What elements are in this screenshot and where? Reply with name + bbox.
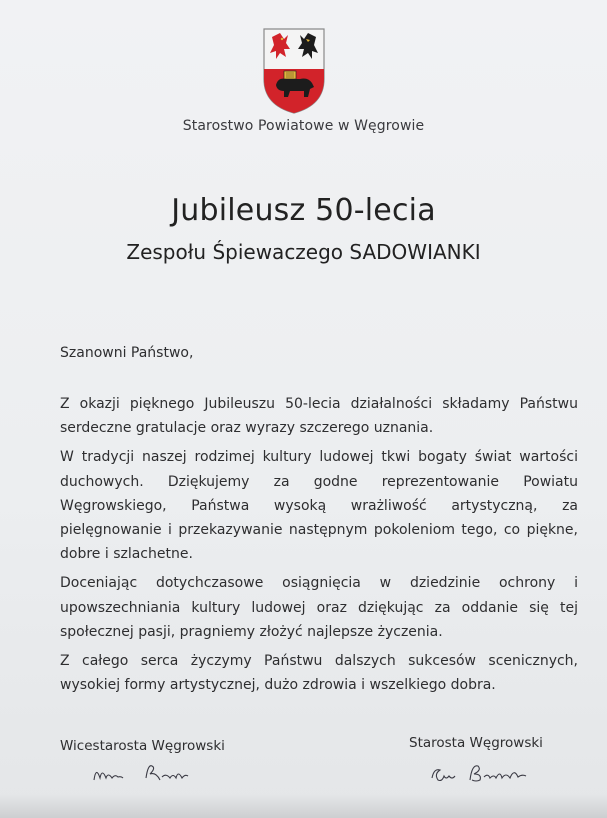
letter-body [60,392,578,702]
paragraph: Doceniając dotychczasowe osiągnięcia w dziedzinie ochrony i upowszechniania kultury ludowej oraz dziękując za oddanie się tej społecznej pasji, pragniemy złożyć najlepsze życzenia. [60,575,578,640]
institution-name: Starostwo Powiatowe w Węgrowie [182,118,425,134]
signature-left-icon [90,758,210,788]
signatory-right-title: Starosta Węgrowski [409,735,543,751]
salutation: Szanowni Państwo, [60,345,194,361]
paragraph: W tradycji naszej rodzimej kultury ludowej tkwi bogaty świat wartości duchowych. Dziękujemy za godne reprezentowanie Powiatu Węgrowskiego, Państwa wysoką wrażliwość artystyczną, za pielęgnowanie i przekazywanie następnym pokoleniom tego, co piękne, dobre i szlachetne. [60,449,578,563]
paragraph: Z okazji pięknego Jubileuszu 50-lecia działalności składamy Państwu serdeczne gratulacje oraz wyrazy szczerego uznania. [60,396,578,437]
signature-right-icon [428,758,538,788]
signatory-left-title: Wicestarosta Węgrowski [60,738,225,754]
document-title: Jubileusz 50-lecia [171,193,436,228]
page-edge-shadow [0,794,607,818]
document-subtitle: Zespołu Śpiewaczego SADOWIANKI [126,240,481,264]
paragraph: Z całego serca życzymy Państwu dalszych sukcesów scenicznych, wysokiej formy artystycznej, dużo zdrowia i wszelkiego dobra. [60,653,578,694]
coat-of-arms-icon [262,27,326,115]
